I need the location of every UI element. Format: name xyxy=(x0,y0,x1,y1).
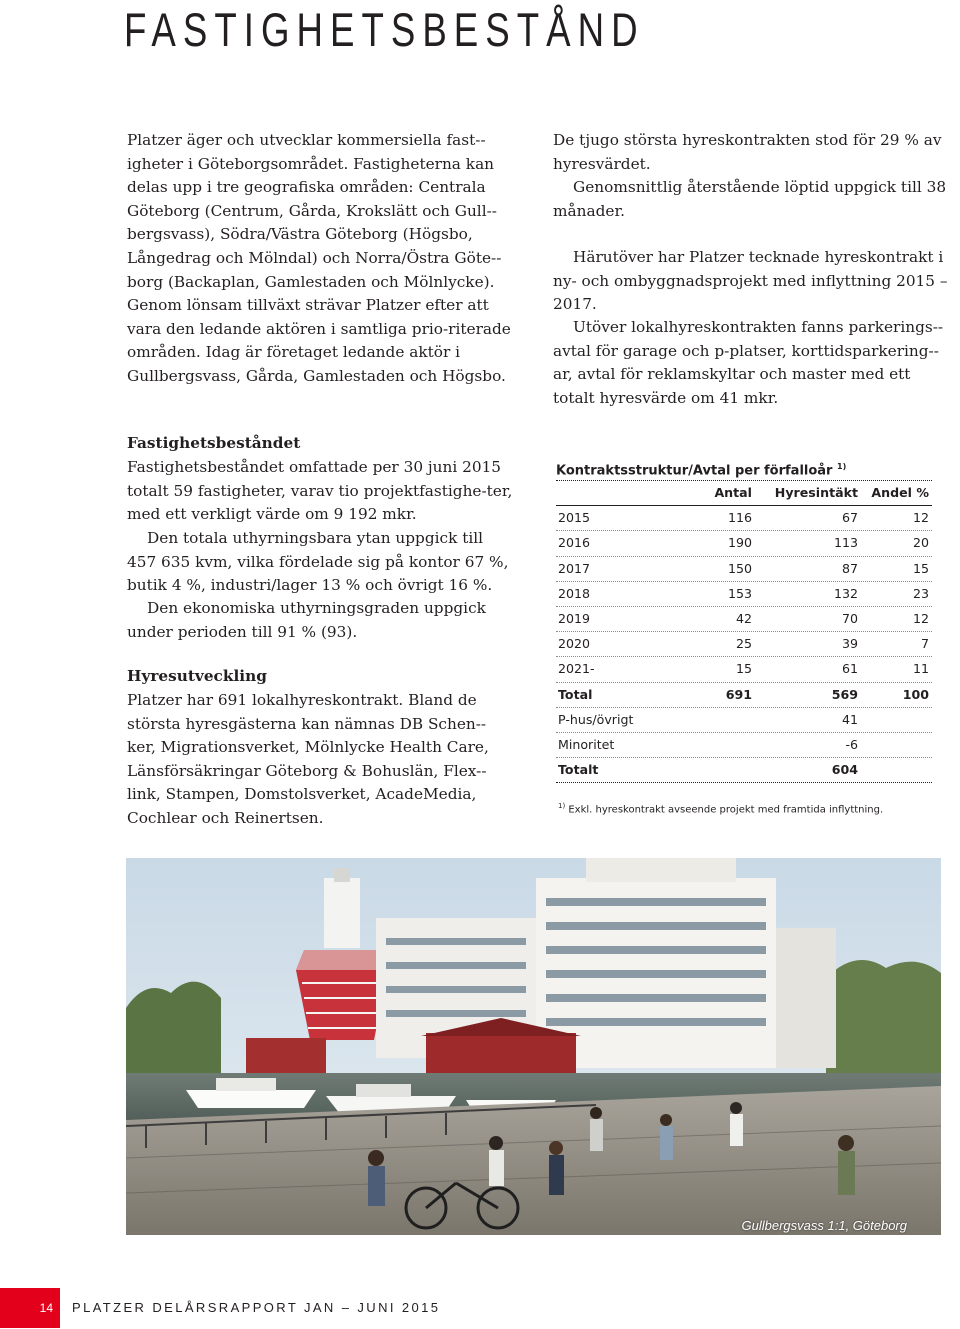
table-cell: 150 xyxy=(727,560,752,576)
table-header-row xyxy=(556,481,932,506)
table-row xyxy=(556,733,932,758)
table-cell: 100 xyxy=(902,686,929,702)
table-cell: 42 xyxy=(735,610,752,626)
table-row xyxy=(556,632,932,657)
table-cell: 116 xyxy=(727,510,752,526)
table-cell: Minoritet xyxy=(558,736,615,752)
table-cell: Total xyxy=(558,686,593,702)
paragraph-top-contracts: De tjugo största hyreskontrakten stod för 29 % av hyresvärdet. xyxy=(553,131,942,173)
table-title-note: 1) xyxy=(837,462,847,471)
header-andel: Andel % xyxy=(871,485,929,500)
table-cell: 70 xyxy=(841,610,858,626)
paragraph-parking: Utöver lokalhyreskontrakten fanns parkerings-avtal för garage och p-platser, korttidsparkering-ar, avtal för reklamskyltar och master med ett totalt hyresvärde om 41 mkr. xyxy=(553,318,944,407)
table-cell: 691 xyxy=(725,686,752,702)
paragraph-projects: Härutöver har Platzer tecknade hyreskontrakt i ny- och ombyggnadsprojekt med inflyttning 2015 – 2017. xyxy=(553,248,948,314)
paragraph-occupancy: Den ekonomiska uthyrningsgraden uppgick under perioden till 91 % (93). xyxy=(127,599,486,641)
table-row xyxy=(556,657,932,682)
table-grand-total-row xyxy=(556,758,932,783)
table-cell: 132 xyxy=(833,585,858,601)
table-row xyxy=(556,607,932,632)
table-title-text: Kontraktsstruktur/Avtal per förfalloår xyxy=(556,463,833,479)
table-cell: 2019 xyxy=(558,610,591,626)
table-cell: 604 xyxy=(831,762,858,778)
table-cell: P-hus/övrigt xyxy=(558,711,634,727)
paragraph-fastighet: Fastighetsbeståndet omfattade per 30 juni 2015 totalt 59 fastigheter, varav tio projektfastighe-ter, med ett verkligt värde om 9 192 mkr. xyxy=(127,458,513,524)
header-hyresintakt: Hyresintäkt xyxy=(774,485,858,500)
table-total-row xyxy=(556,683,932,708)
header-antal: Antal xyxy=(714,485,752,500)
table-cell: 15 xyxy=(735,661,752,677)
table-cell: 190 xyxy=(727,535,752,551)
table-row xyxy=(556,708,932,733)
page-number: 14 xyxy=(0,1288,60,1328)
table-cell: 20 xyxy=(912,535,929,551)
table-body xyxy=(556,506,932,783)
table-cell: 569 xyxy=(831,686,858,702)
paragraph-duration: Genomsnittlig återstående löptid uppgick till 38 månader. xyxy=(553,178,947,220)
table-cell: 7 xyxy=(920,636,929,652)
footer-text: PLATZER DELÅRSRAPPORT JAN – JUNI 2015 xyxy=(72,1300,441,1315)
table-cell: 153 xyxy=(727,585,752,601)
table-cell: 25 xyxy=(735,636,752,652)
photo-caption: Gullbergsvass 1:1, Göteborg xyxy=(741,1218,907,1233)
table-cell: 2021- xyxy=(558,661,595,677)
table-cell: 2020 xyxy=(558,636,591,652)
table-cell: 61 xyxy=(841,661,858,677)
intro-paragraph: Platzer äger och utvecklar kommersiella fast-igheter i Göteborgsområdet. Fastigheterna kan delas upp i tre geografiska områden: Centrala Göteborg (Centrum, Gårda, Krokslätt och Gull-bergsvass), Södra/Västra Göteborg (Högsbo, Långedrag och Mölndal) och Norra/Östra Göte-borg (Backaplan, Gamlestaden och Mölnlycke). Genom lönsam tillväxt strävar Platzer efter att vara den ledande aktören i samtliga prio-riterade områden. Idag är företaget ledande aktör i Gullbergsvass, Gårda, Gamlestaden och Högsbo. xyxy=(127,131,511,385)
heading-fastighetsbestandet: Fastighetsbeståndet xyxy=(127,434,301,452)
table-cell: 41 xyxy=(841,711,858,727)
table-cell: -6 xyxy=(845,736,858,752)
table-cell: 2016 xyxy=(558,535,591,551)
table-cell: 23 xyxy=(912,585,929,601)
table-row xyxy=(556,582,932,607)
table-cell: 113 xyxy=(833,535,858,551)
table-cell: 12 xyxy=(912,510,929,526)
paragraph-area: Den totala uthyrningsbara ytan uppgick till 457 635 kvm, vilka fördelade sig på kontor 67 %, butik 4 %, industri/lager 13 % och övrigt 16 %. xyxy=(127,529,509,595)
table-cell: 2017 xyxy=(558,560,591,576)
table-cell: 67 xyxy=(841,510,858,526)
table-row xyxy=(556,506,932,531)
table-cell: 2015 xyxy=(558,510,591,526)
table-cell: 15 xyxy=(912,560,929,576)
footnote-mark: 1) xyxy=(558,802,566,810)
harbour-photo xyxy=(126,858,941,1235)
table-cell: Totalt xyxy=(558,762,599,778)
table-title xyxy=(556,456,932,481)
page-title: FASTIGHETSBESTÅND xyxy=(124,3,645,56)
contract-structure-table xyxy=(556,456,932,783)
table-cell: 87 xyxy=(841,560,858,576)
table-cell: 39 xyxy=(841,636,858,652)
photo-illustration xyxy=(126,858,941,1235)
heading-hyresutveckling: Hyresutveckling xyxy=(127,667,267,685)
table-cell: 11 xyxy=(912,661,929,677)
paragraph-tenants: Platzer har 691 lokalhyreskontrakt. Bland de största hyresgästerna kan nämnas DB Schen-ker, Migrationsverket, Mölnlycke Health Care, Länsförsäkringar Göteborg & Bohuslän, Flex-link, Stampen, Domstolsverket, AcadeMedia, Cochlear och Reinertsen. xyxy=(127,691,489,827)
table-cell: 12 xyxy=(912,610,929,626)
footnote-text: Exkl. hyreskontrakt avseende projekt med framtida inflyttning. xyxy=(565,804,884,816)
table-footnote xyxy=(558,802,883,815)
table-row xyxy=(556,531,932,556)
table-row xyxy=(556,557,932,582)
table-cell: 2018 xyxy=(558,585,591,601)
